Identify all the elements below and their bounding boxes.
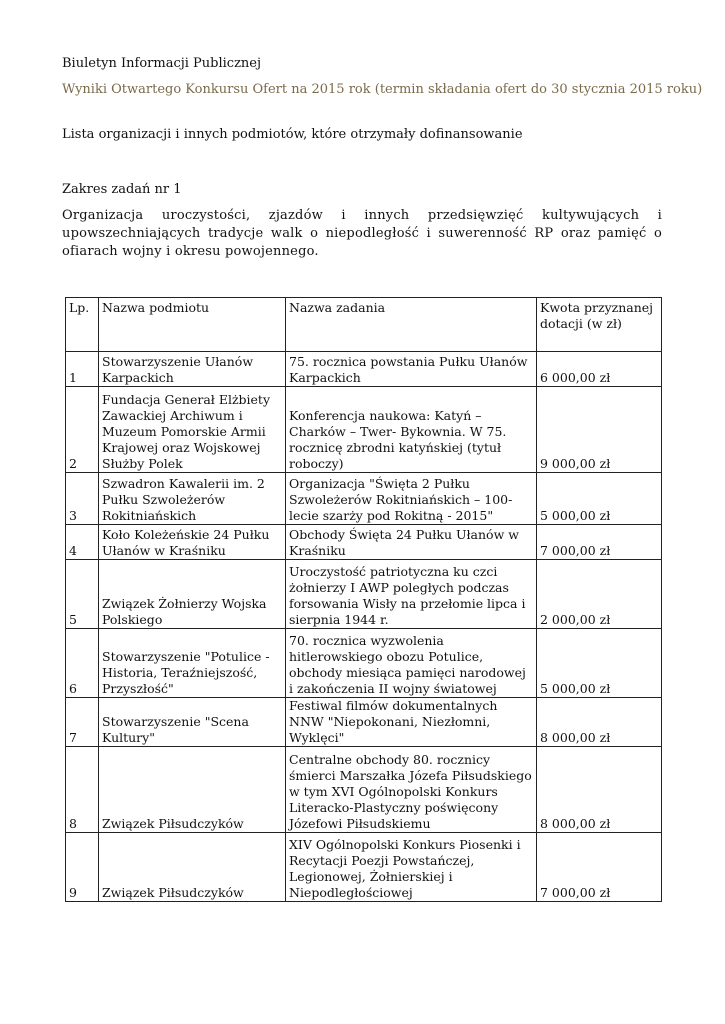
cell-task: Organizacja "Święta 2 Pułku Szwoleżerów Rokitniańskich – 100-lecie szarży pod Rokitną - 2015"	[286, 473, 537, 525]
table-row	[66, 747, 662, 833]
cell-task: Centralne obchody 80. rocznicy śmierci Marszałka Józefa Piłsudskiego w tym XVI Ogólnopolski Konkurs Literacko-Plastyczny poświęcony Józefowi Piłsudskiemu	[286, 747, 537, 833]
header-task: Nazwa zadania	[286, 298, 537, 352]
cell-lp: 3	[66, 473, 99, 525]
cell-organization: Fundacja Generał Elżbiety Zawackiej Archiwum i Muzeum Pomorskie Armii Krajowej oraz Wojskowej Służby Polek	[99, 387, 286, 473]
cell-amount: 7 000,00 zł	[537, 525, 662, 560]
cell-organization: Stowarzyszenie "Scena Kultury"	[99, 698, 286, 747]
cell-lp: 6	[66, 629, 99, 698]
cell-lp: 5	[66, 560, 99, 629]
cell-amount: 6 000,00 zł	[537, 352, 662, 387]
cell-organization: Związek Piłsudczyków	[99, 747, 286, 833]
cell-amount: 8 000,00 zł	[537, 698, 662, 747]
cell-lp: 9	[66, 833, 99, 902]
results-title: Wyniki Otwartego Konkursu Ofert na 2015 rok (termin składania ofert do 30 stycznia 2015 roku)	[62, 82, 703, 97]
cell-lp: 8	[66, 747, 99, 833]
table-row	[66, 629, 662, 698]
cell-lp: 4	[66, 525, 99, 560]
table-row	[66, 525, 662, 560]
table-row	[66, 560, 662, 629]
list-heading: Lista organizacji i innych podmiotów, które otrzymały dofinansowanie	[62, 127, 523, 142]
cell-amount: 9 000,00 zł	[537, 387, 662, 473]
header-organization: Nazwa podmiotu	[99, 298, 286, 352]
cell-amount: 7 000,00 zł	[537, 833, 662, 902]
cell-task: 70. rocznica wyzwolenia hitlerowskiego obozu Potulice, obchody miesiąca pamięci narodowej i zakończenia II wojny światowej	[286, 629, 537, 698]
cell-amount: 2 000,00 zł	[537, 560, 662, 629]
scope-description: Organizacja uroczystości, zjazdów i innych przedsięwzięć kultywujących i upowszechniających tradycje walk o niepodległość i suwerenność RP oraz pamięć o ofiarach wojny i okresu powojennego.	[62, 208, 662, 259]
cell-amount: 5 000,00 zł	[537, 629, 662, 698]
table-row	[66, 352, 662, 387]
cell-organization: Związek Żołnierzy Wojska Polskiego	[99, 560, 286, 629]
header-amount: Kwota przyznanej dotacji (w zł)	[537, 298, 662, 352]
table-row	[66, 833, 662, 902]
header-lp: Lp.	[66, 298, 99, 352]
scope-label: Zakres zadań nr 1	[62, 182, 182, 197]
table-header-row	[66, 298, 662, 352]
cell-organization: Koło Koleżeńskie 24 Pułku Ułanów w Kraśniku	[99, 525, 286, 560]
cell-lp: 2	[66, 387, 99, 473]
bip-heading: Biuletyn Informacji Publicznej	[62, 56, 262, 71]
cell-task: XIV Ogólnopolski Konkurs Piosenki i Recytacji Poezji Powstańczej, Legionowej, Żołnierskiej i Niepodległościowej	[286, 833, 537, 902]
table-row	[66, 698, 662, 747]
cell-task: Festiwal filmów dokumentalnych NNW "Niepokonani, Niezłomni, Wyklęci"	[286, 698, 537, 747]
table-row	[66, 387, 662, 473]
table-row	[66, 473, 662, 525]
cell-lp: 7	[66, 698, 99, 747]
cell-amount: 5 000,00 zł	[537, 473, 662, 525]
cell-organization: Związek Piłsudczyków	[99, 833, 286, 902]
cell-organization: Szwadron Kawalerii im. 2 Pułku Szwoleżerów Rokitniańskich	[99, 473, 286, 525]
cell-task: Obchody Święta 24 Pułku Ułanów w Kraśniku	[286, 525, 537, 560]
cell-task: Konferencja naukowa: Katyń – Charków – Twer- Bykownia. W 75. rocznicę zbrodni katyńskiej (tytuł roboczy)	[286, 387, 537, 473]
cell-amount: 8 000,00 zł	[537, 747, 662, 833]
cell-lp: 1	[66, 352, 99, 387]
cell-organization: Stowarzyszenie "Potulice - Historia, Teraźniejszość, Przyszłość"	[99, 629, 286, 698]
cell-task: Uroczystość patriotyczna ku czci żołnierzy I AWP poległych podczas forsowania Wisły na przełomie lipca i sierpnia 1944 r.	[286, 560, 537, 629]
cell-organization: Stowarzyszenie Ułanów Karpackich	[99, 352, 286, 387]
cell-task: 75. rocznica powstania Pułku Ułanów Karpackich	[286, 352, 537, 387]
grants-table	[65, 297, 662, 902]
